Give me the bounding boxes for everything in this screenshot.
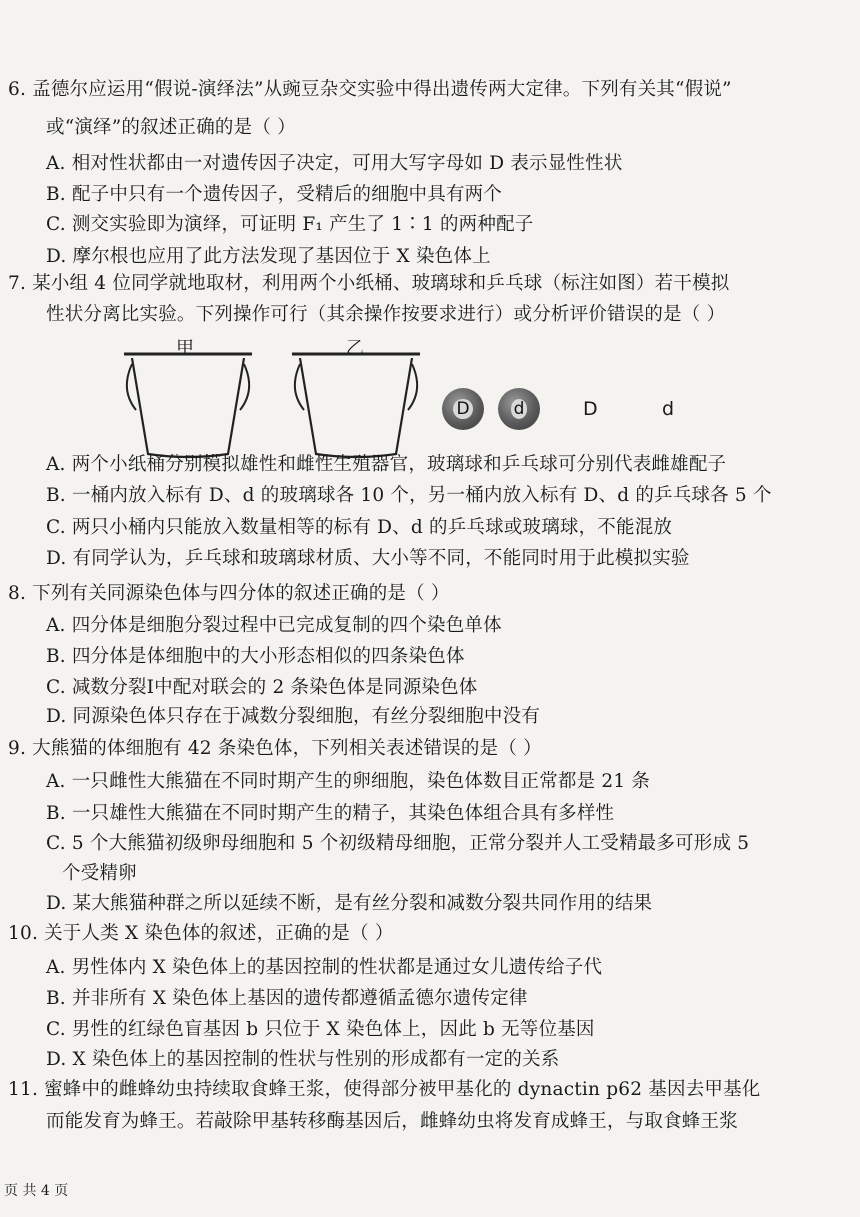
pingpong-ball-d-lower: d: [662, 398, 675, 420]
q7-option-d: D. 有同学认为，乒乓球和玻璃球材质、大小等不同，不能同时用于此模拟实验: [46, 548, 690, 569]
q10-option-c: C. 男性的红绿色盲基因 b 只位于 X 染色体上，因此 b 无等位基因: [46, 1019, 595, 1040]
q8-option-a: A. 四分体是细胞分裂过程中已完成复制的四个染色单体: [46, 615, 502, 636]
q7-option-c: C. 两只小桶内只能放入数量相等的标有 D、d 的乒乓球或玻璃球，不能混放: [46, 517, 673, 538]
q9-option-d: D. 某大熊猫种群之所以延续不断，是有丝分裂和减数分裂共同作用的结果: [46, 893, 653, 914]
page-footer: 页 共 4 页: [4, 1183, 69, 1199]
q7-stem-line2: 性状分离比实验。下列操作可行（其余操作按要求进行）或分析评价错误的是（ ）: [46, 304, 726, 325]
q6-option-a: A. 相对性状都由一对遗传因子决定，可用大写字母如 D 表示显性性状: [46, 153, 623, 174]
q10-stem: 10. 关于人类 X 染色体的叙述，正确的是（ ）: [8, 923, 394, 944]
q9-option-a: A. 一只雌性大熊猫在不同时期产生的卵细胞，染色体数目正常都是 21 条: [46, 771, 651, 792]
bucket-jia-icon: [118, 350, 258, 462]
q9-option-c-line1: C. 5 个大熊猫初级卵母细胞和 5 个初级精母细胞，正常分裂并人工受精最多可形成 5: [46, 833, 750, 854]
q6-option-b: B. 配子中只有一个遗传因子，受精后的细胞中具有两个: [46, 184, 503, 205]
bucket-yi-label: 乙: [346, 338, 364, 359]
q8-stem: 8. 下列有关同源染色体与四分体的叙述正确的是（ ）: [8, 583, 450, 604]
q6-stem-line1: 6. 孟德尔应运用“假说-演绎法”从豌豆杂交实验中得出遗传两大定律。下列有关其“假说”: [8, 79, 732, 100]
q8-option-d: D. 同源染色体只存在于减数分裂细胞，有丝分裂细胞中没有: [46, 706, 541, 727]
q10-option-b: B. 并非所有 X 染色体上基因的遗传都遵循孟德尔遗传定律: [46, 988, 528, 1009]
q11-stem-line2: 而能发育为蜂王。若敲除甲基转移酶基因后，雌蜂幼虫将发育成蜂王，与取食蜂王浆: [46, 1111, 738, 1132]
q6-option-c: C. 测交实验即为演绎，可证明 F₁ 产生了 1∶1 的两种配子: [46, 214, 534, 235]
q7-option-b: B. 一桶内放入标有 D、d 的玻璃球各 10 个，另一桶内放入标有 D、d 的乒乓球各 5 个: [46, 485, 772, 506]
q8-option-b: B. 四分体是体细胞中的大小形态相似的四条染色体: [46, 646, 465, 667]
bucket-jia-label: 甲: [176, 338, 194, 359]
q7-stem-line1: 7. 某小组 4 位同学就地取材，利用两个小纸桶、玻璃球和乒乓球（标注如图）若干模拟: [8, 273, 730, 294]
q10-option-d: D. X 染色体上的基因控制的性状与性别的形成都有一定的关系: [46, 1049, 560, 1070]
q11-stem-line1: 11. 蜜蜂中的雌蜂幼虫持续取食蜂王浆，使得部分被甲基化的 dynactin p62 基因去甲基化: [8, 1079, 761, 1100]
bucket-yi-icon: [286, 350, 426, 462]
q10-option-a: A. 男性体内 X 染色体上的基因控制的性状都是通过女儿遗传给子代: [46, 957, 603, 978]
q9-stem: 9. 大熊猫的体细胞有 42 条染色体，下列相关表述错误的是（ ）: [8, 738, 542, 759]
q6-stem-line2: 或“演绎”的叙述正确的是（ ）: [46, 117, 296, 138]
glass-ball-d-upper-label: D: [453, 399, 472, 419]
q8-option-c: C. 减数分裂Ⅰ中配对联会的 2 条染色体是同源染色体: [46, 677, 478, 698]
q6-option-d: D. 摩尔根也应用了此方法发现了基因位于 X 染色体上: [46, 246, 491, 267]
q9-option-b: B. 一只雄性大熊猫在不同时期产生的精子，其染色体组合具有多样性: [46, 803, 615, 824]
glass-ball-d-lower-label: d: [511, 399, 528, 419]
q9-option-c-line2: 个受精卵: [62, 863, 137, 884]
q7-option-a: A. 两个小纸桶分别模拟雄性和雌性生殖器官，玻璃球和乒乓球可分别代表雌雄配子: [46, 454, 727, 475]
glass-ball-d-lower: [498, 388, 540, 430]
glass-ball-d-upper: [442, 388, 484, 430]
pingpong-ball-d-upper: D: [583, 398, 598, 420]
